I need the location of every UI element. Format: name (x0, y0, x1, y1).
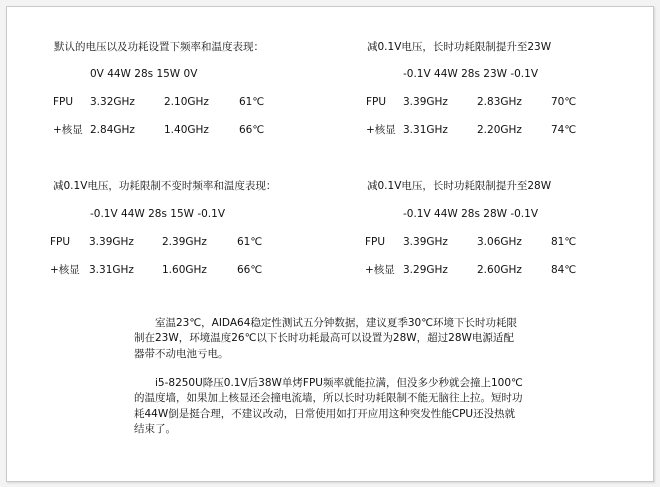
block-config: -0.1V 44W 28s 23W -0.1V (403, 68, 539, 80)
row-temp: 66℃ (239, 124, 265, 136)
row-freq2: 2.20GHz (477, 124, 522, 136)
row-temp: 74℃ (551, 124, 577, 136)
row-freq2: 3.06GHz (477, 236, 522, 248)
row-label: FPU (50, 236, 71, 248)
row-freq2: 2.60GHz (477, 264, 522, 276)
row-freq1: 3.39GHz (403, 236, 448, 248)
row-freq1: 3.39GHz (89, 236, 134, 248)
row-freq2: 1.40GHz (164, 124, 209, 136)
row-temp: 70℃ (551, 96, 577, 108)
row-freq2: 2.39GHz (162, 236, 207, 248)
row-label: +核显 (365, 264, 395, 276)
notes-paragraph: i5-8250U降压0.1V后38W单烤FPU频率就能拉满，但没多少秒就会撞上100℃的温度墙，如果加上核显还会撞电流墙，所以长时功耗限制不能无脑往上拉。短时功耗44W倒是挺合理，不建议改动，日常使用如打开应用这种突发性能CPU还没热就结束了。 (134, 377, 523, 435)
row-freq1: 3.31GHz (403, 124, 448, 136)
row-freq1: 3.32GHz (90, 96, 135, 108)
block-title: 减0.1V电压，功耗限制不变时频率和温度表现： (53, 180, 277, 192)
row-freq1: 3.39GHz (403, 96, 448, 108)
row-label: +核显 (366, 124, 396, 136)
block-title: 默认的电压以及功耗设置下频率和温度表现： (54, 41, 264, 53)
row-freq1: 2.84GHz (90, 124, 135, 136)
block-title: 减0.1V电压，长时功耗限制提升至23W (367, 41, 552, 53)
row-temp: 66℃ (237, 264, 263, 276)
row-temp: 61℃ (239, 96, 265, 108)
row-label: FPU (53, 96, 74, 108)
row-temp: 84℃ (551, 264, 577, 276)
block-config: -0.1V 44W 28s 28W -0.1V (403, 208, 539, 220)
row-label: +核显 (53, 124, 83, 136)
row-freq1: 3.31GHz (89, 264, 134, 276)
row-temp: 81℃ (551, 236, 577, 248)
document-page (6, 6, 654, 482)
row-freq2: 1.60GHz (162, 264, 207, 276)
notes-paragraph: 室温23℃，AIDA64稳定性测试五分钟数据，建议夏季30℃环境下长时功耗限制在23W，环境温度26℃以下长时功耗最高可以设置为28W，超过28W电源适配器带不动电池亏电。 (134, 317, 518, 360)
row-freq1: 3.29GHz (403, 264, 448, 276)
block-config: 0V 44W 28s 15W 0V (90, 68, 198, 80)
row-temp: 61℃ (237, 236, 263, 248)
row-label: FPU (365, 236, 386, 248)
block-config: -0.1V 44W 28s 15W -0.1V (90, 208, 226, 220)
block-title: 减0.1V电压，长时功耗限制提升至28W (367, 180, 552, 192)
row-label: +核显 (50, 264, 80, 276)
row-freq2: 2.83GHz (477, 96, 522, 108)
row-freq2: 2.10GHz (164, 96, 209, 108)
row-label: FPU (366, 96, 387, 108)
